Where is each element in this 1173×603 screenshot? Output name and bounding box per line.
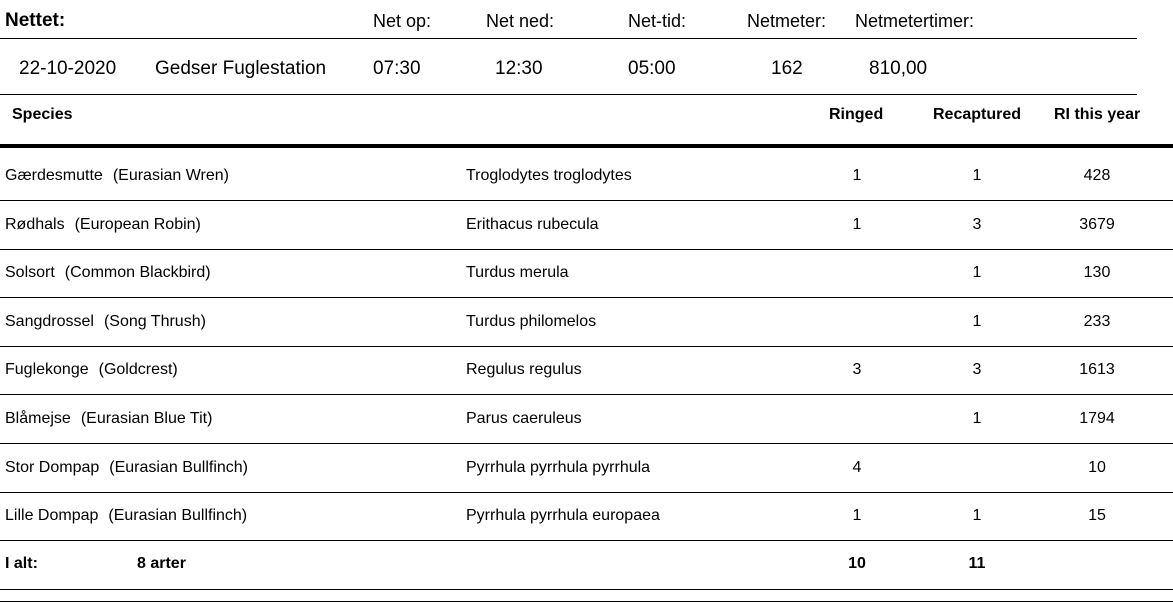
column-header-recaptured: Recaptured: [933, 106, 1022, 123]
header-label-netmeter: Netmeter:: [747, 11, 827, 31]
total-label: I alt:: [5, 555, 38, 572]
species-ri-this-year: 10: [1088, 459, 1106, 476]
species-danish-name: Solsort: [5, 264, 55, 281]
species-ringed: 1: [852, 167, 862, 184]
species-ri-this-year: 1613: [1079, 361, 1115, 378]
column-header-ri-this-year: RI this year: [1054, 106, 1141, 123]
species-english-name: (Goldcrest): [98, 361, 178, 378]
header-label-nettet: Nettet:: [5, 10, 66, 31]
species-recaptured: 1: [972, 507, 982, 524]
species-english-name: (Eurasian Blue Tit): [80, 410, 213, 427]
species-name: [5, 346, 178, 394]
total-ringed: 10: [848, 555, 866, 572]
header-label-net-op: Net op:: [373, 11, 432, 31]
species-danish-name: Lille Dompap: [5, 507, 99, 524]
table-row: [0, 249, 1173, 298]
species-ringed: 3: [852, 361, 862, 378]
column-header-species: Species: [12, 106, 73, 123]
species-ri-this-year: 233: [1083, 313, 1111, 330]
species-name: [5, 201, 201, 249]
species-latin-name: Erithacus rubecula: [466, 216, 599, 233]
table-row: [0, 201, 1173, 250]
species-english-name: (Eurasian Bullfinch): [109, 459, 248, 476]
header-label-net-ned: Net ned:: [486, 11, 555, 31]
header-label-netmetertimer: Netmetertimer:: [855, 11, 975, 31]
species-english-name: (Eurasian Wren): [112, 167, 229, 184]
species-latin-name: Parus caeruleus: [466, 410, 582, 427]
table-row: [0, 346, 1173, 395]
total-species-count: 8 arter: [137, 555, 186, 572]
table-row: [0, 395, 1173, 444]
species-recaptured: 3: [972, 216, 982, 233]
species-name: [5, 444, 248, 492]
species-english-name: (Eurasian Bullfinch): [108, 507, 248, 524]
species-ringed: 1: [852, 216, 862, 233]
table-row: [0, 492, 1173, 541]
header-netmeter: 162: [771, 58, 803, 79]
species-name: [5, 249, 211, 297]
species-ri-this-year: 1794: [1079, 410, 1115, 427]
species-ringed: [817, 298, 897, 346]
species-ri-this-year: 15: [1088, 507, 1106, 524]
species-english-name: (Song Thrush): [103, 313, 206, 330]
header-label-net-tid: Net-tid:: [628, 11, 687, 31]
species-ringed: [817, 249, 897, 297]
species-latin-name: Turdus merula: [466, 264, 569, 281]
species-danish-name: Rødhals: [5, 216, 65, 233]
species-ringed: 1: [852, 507, 862, 524]
header-date: 22-10-2020: [19, 58, 117, 79]
header-netmetertimer: 810,00: [869, 58, 928, 79]
header-net-tid: 05:00: [628, 58, 676, 79]
column-header-rule: [0, 144, 1173, 148]
header-top-rule: [0, 38, 1137, 39]
species-danish-name: Sangdrossel: [5, 313, 94, 330]
species-ri-this-year: 130: [1083, 264, 1111, 281]
species-name: [5, 152, 229, 200]
species-latin-name: Troglodytes troglodytes: [466, 167, 632, 184]
species-name: [5, 298, 206, 346]
species-recaptured: 3: [972, 361, 982, 378]
species-name: [5, 395, 212, 443]
species-recaptured: 1: [972, 167, 982, 184]
species-ringed: 4: [852, 459, 862, 476]
species-ri-this-year: 3679: [1079, 216, 1115, 233]
column-header-ringed: Ringed: [829, 106, 884, 123]
species-english-name: (European Robin): [74, 216, 201, 233]
species-english-name: (Common Blackbird): [64, 264, 211, 281]
header-bottom-rule: [0, 94, 1137, 95]
table-row: [0, 444, 1173, 493]
species-latin-name: Turdus philomelos: [466, 313, 597, 330]
species-danish-name: Blåmejse: [5, 410, 71, 427]
species-latin-name: Pyrrhula pyrrhula europaea: [466, 507, 660, 524]
species-ri-this-year: 428: [1083, 167, 1111, 184]
footer-rule: [0, 601, 1173, 602]
species-name: [5, 492, 247, 540]
species-danish-name: Gærdesmutte: [5, 167, 103, 184]
total-bottom-rule: [0, 589, 1173, 590]
species-latin-name: Pyrrhula pyrrhula pyrrhula: [466, 459, 651, 476]
table-row: [0, 298, 1173, 347]
species-danish-name: Stor Dompap: [5, 459, 100, 476]
header-net-op: 07:30: [373, 58, 421, 79]
header-net-ned: 12:30: [495, 58, 543, 79]
species-recaptured: [937, 444, 1017, 492]
total-recaptured: 11: [968, 555, 986, 572]
table-row: [0, 152, 1173, 201]
species-recaptured: 1: [972, 313, 982, 330]
species-latin-name: Regulus regulus: [466, 361, 582, 378]
species-danish-name: Fuglekonge: [5, 361, 89, 378]
species-recaptured: 1: [972, 410, 982, 427]
species-ringed: [817, 395, 897, 443]
total-row: [0, 540, 1173, 589]
species-recaptured: 1: [972, 264, 982, 281]
header-station: Gedser Fuglestation: [155, 58, 327, 79]
